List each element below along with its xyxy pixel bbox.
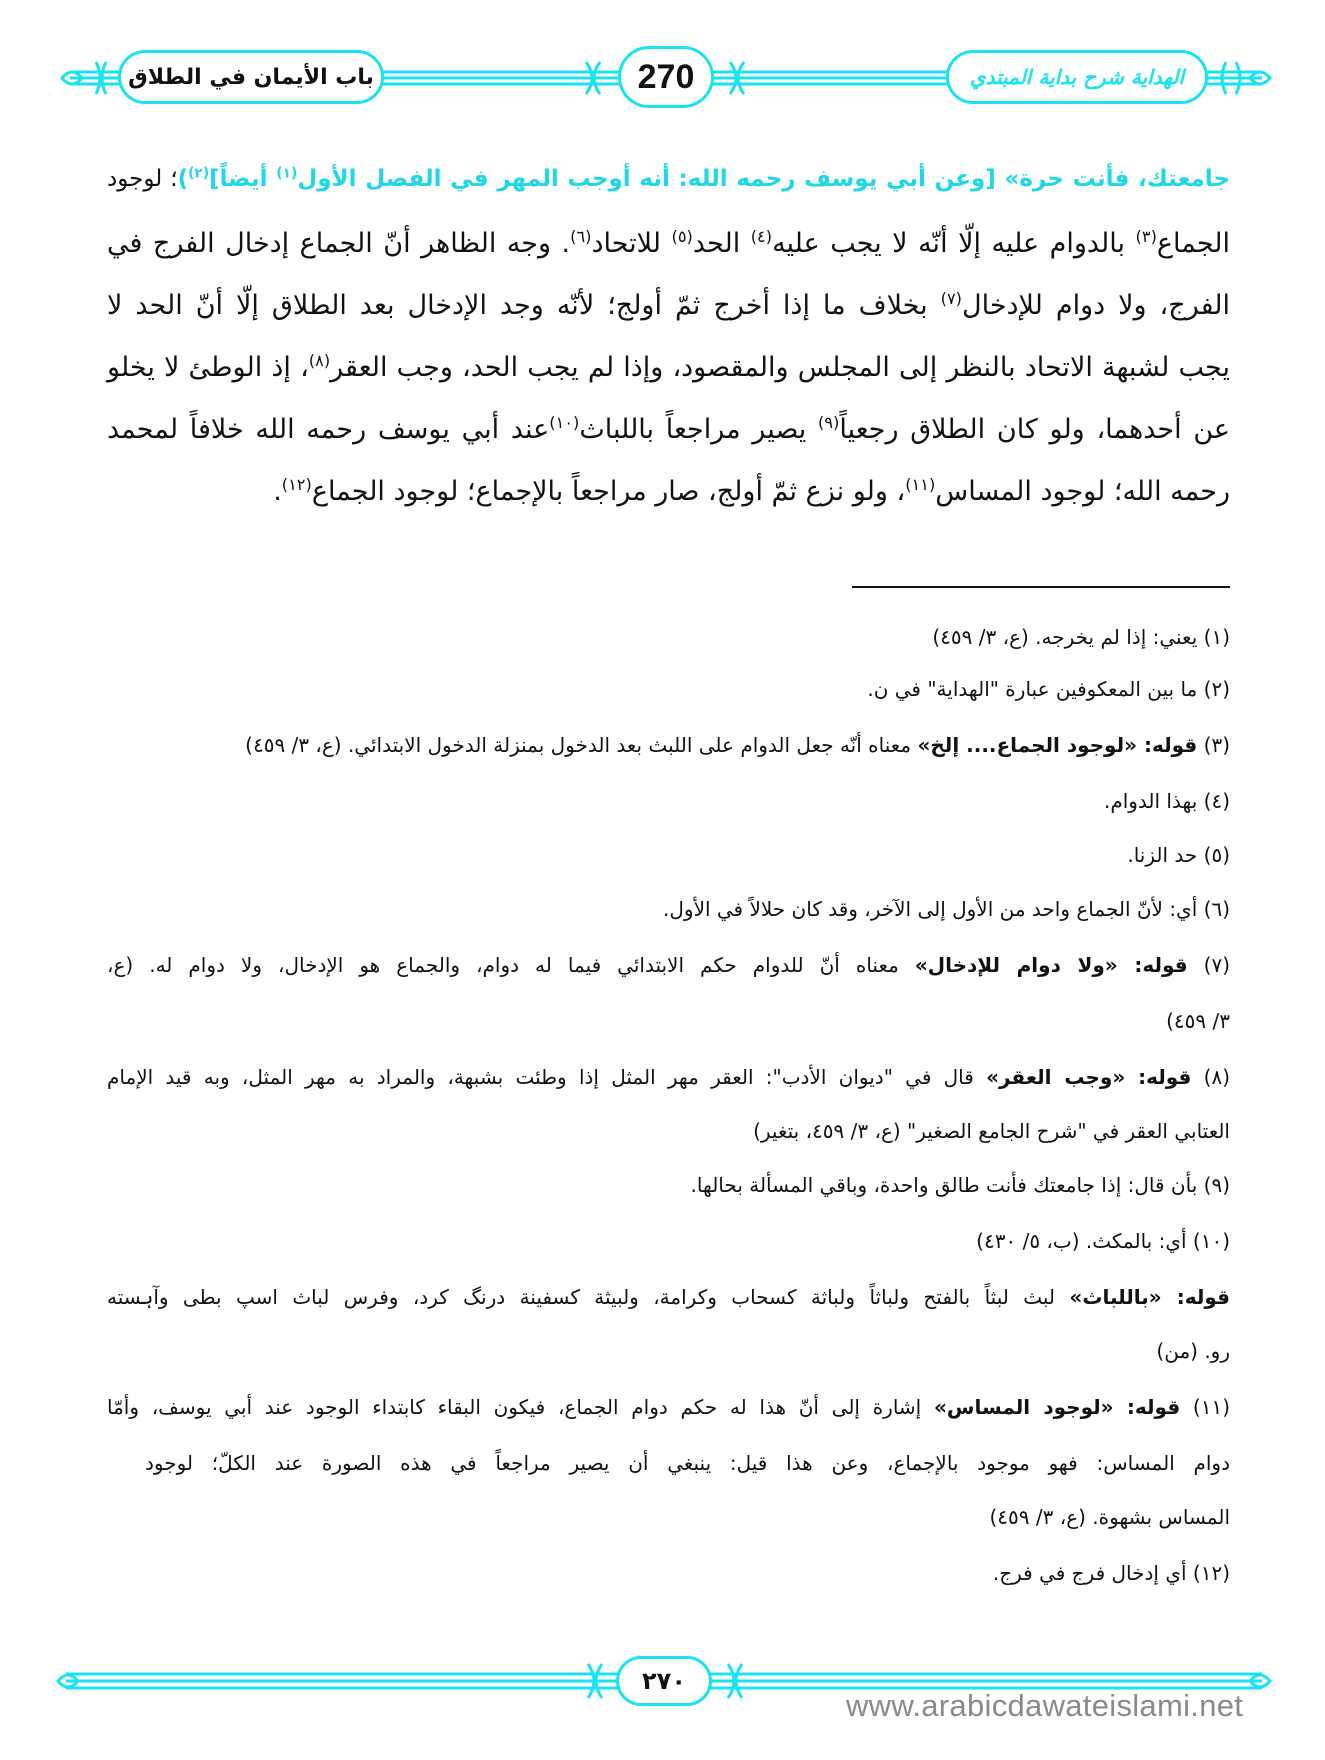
footnote-line (107, 1173, 1230, 1197)
footnote-reference: (٢) (188, 165, 210, 182)
footnote-line (107, 733, 1230, 757)
book-title-logo: الهداية شرح بداية المبتدي (969, 65, 1185, 89)
text-segment: معناه أنّ للدوام حكم الابتدائي فيما له دوام، والجماع هو الإدخال، ولا دوام له. (ع، (107, 953, 915, 977)
footnote-line (107, 1561, 1230, 1585)
highlighted-text: ) (177, 166, 189, 192)
text-segment: رو. (من) (1156, 1339, 1230, 1363)
text-segment: يجب لشبهة الاتحاد بالنظر إلى المجلس والمقصود، وإذا لم يجب الحد، وجب العقر (330, 352, 1231, 383)
footnote-line (107, 677, 1230, 701)
footnote-line (107, 1065, 1230, 1089)
text-segment: (٥) حد الزنا. (1127, 843, 1230, 867)
text-segment: الحد (692, 228, 751, 259)
main-text-line (107, 228, 1230, 260)
text-segment: (١٢) أي إدخال فرج في فرج. (992, 1561, 1230, 1585)
bold-quote: قوله: «لوجود الجماع.... إلخ» (917, 733, 1198, 757)
text-segment: (٨) (1191, 1065, 1231, 1089)
footnote-reference: (٩) (818, 413, 840, 432)
text-segment: معناه أنّه جعل الدوام على اللبث بعد الدخول بمنزلة الدخول الابتدائي. (ع، ٣/ ٤٥٩) (245, 733, 918, 757)
chapter-title: باب الأيمان في الطلاق (128, 64, 374, 90)
bold-quote: قوله: «وجب العقر» (986, 1065, 1192, 1089)
footnote-reference: (١٠) (549, 413, 580, 432)
footnote-reference: (١) (276, 165, 298, 182)
footnote-line (107, 897, 1230, 921)
footnote-line (107, 843, 1230, 867)
text-segment: (٧) (1187, 953, 1230, 977)
text-segment: الفرج، ولا دوام للإدخال (962, 290, 1230, 321)
text-segment: ، ولو نزع ثمّ أولج، صار مراجعاً بالإجماع؛ لوجود الجماع (311, 476, 906, 507)
chapter-title-badge (118, 50, 384, 104)
text-segment: دوام المساس: فهو موجود بالإجماع، وعن هذا قيل: ينبغي أن يصير مراجعاً في هذه الصورة عند الكلّ؛ لوجود (145, 1451, 1230, 1475)
main-text-line (107, 352, 1230, 384)
text-segment: للاتحاد (591, 228, 672, 259)
text-segment: قال في "ديوان الأدب": العقر مهر المثل إذا وطئت بشبهة، والمراد به مهر المثل، وبه قيد الإمام (107, 1065, 987, 1089)
footnote-reference: (٣) (1135, 227, 1157, 246)
text-segment: العتابي العقر في "شرح الجامع الصغير" (ع، ٣/ ٤٥٩، بتغير) (753, 1119, 1230, 1143)
text-segment: (٢) ما بين المعكوفين عبارة "الهداية" في ن. (867, 677, 1230, 701)
footnote-line (107, 1229, 1230, 1253)
footnote-reference: (٧) (940, 289, 962, 308)
text-segment: بخلاف ما إذا أخرج ثمّ أولج؛ لأنّه وجد الإدخال بعد الطلاق إلّا أنّ الحد لا (107, 290, 941, 321)
text-segment: (٩) بأن قال: إذا جامعتك فأنت طالق واحدة، وباقي المسألة بحالها. (690, 1173, 1230, 1197)
text-segment: (١٠) أي: بالمكث. (ب، ٥/ ٤٣٠) (976, 1229, 1230, 1253)
footnote-reference: (٦) (570, 227, 592, 246)
text-segment: ٣/ ٤٥٩) (1166, 1009, 1230, 1033)
bold-quote: قوله: «ولا دوام للإدخال» (914, 953, 1188, 977)
text-segment: رحمه الله؛ لوجود المساس (935, 476, 1230, 507)
footnote-line (145, 1505, 1230, 1529)
footnote-line (107, 789, 1230, 813)
text-segment: (١١) (1180, 1395, 1230, 1419)
footnote-line (107, 953, 1230, 977)
text-segment: (٣) (1197, 733, 1230, 757)
footer-page-number-badge (616, 1656, 712, 1706)
text-segment: (١) يعني: إذا لم يخرجه. (ع، ٣/ ٤٥٩) (932, 625, 1230, 649)
text-segment: (٦) أي: لأنّ الجماع واحد من الأول إلى الآخر، وقد كان حلالاً في الأول. (663, 897, 1230, 921)
highlighted-text: جامعتك، فأنت حرة» [وعن أبي يوسف رحمه الله: أنه أوجب المهر في الفصل الأول (297, 166, 1231, 192)
text-segment: لبث لبثاً بالفتح ولباثاً ولباثة كسحاب وكرامة، ولبيثة كسفينة درنگ كرد، وفرس لباث اسپ بطى وآہسته (107, 1285, 1070, 1309)
footnote-separator (852, 586, 1230, 588)
text-segment: (٤) بهذا الدوام. (1103, 789, 1230, 813)
footer-page-number: ٢٧٠ (642, 1667, 686, 1695)
footnote-line (107, 1395, 1230, 1419)
footnote-line (145, 1009, 1230, 1033)
text-segment: إشارة إلى أنّ هذا له حكم دوام الجماع، فيكون البقاء كابتداء الوجود عند أبي يوسف، وأمّا (107, 1395, 934, 1419)
book-title-badge (946, 50, 1208, 104)
text-segment: الجماع (1156, 228, 1230, 259)
highlighted-text: أيضاً] (209, 166, 277, 192)
main-text-line (107, 414, 1230, 446)
text-segment: عن أحدهما، ولو كان الطلاق رجعياً (839, 414, 1230, 445)
main-text-line (107, 290, 1230, 322)
page-number: 270 (637, 57, 695, 96)
footnote-line (145, 1451, 1230, 1475)
footnote-reference: (١٢) (281, 475, 312, 494)
text-segment: . (273, 476, 282, 507)
website-url: www.arabicdawateislami.net (846, 1688, 1244, 1723)
text-segment: . وجه الظاهر أنّ الجماع إدخال الفرج في (107, 228, 571, 259)
text-segment: ؛ لوجود (107, 166, 178, 192)
footnote-line (107, 625, 1230, 649)
bold-quote: قوله: «لوجود المساس» (933, 1395, 1181, 1419)
footnote-line (107, 1285, 1230, 1309)
footnote-reference: (٥) (671, 227, 693, 246)
main-text-line (107, 476, 1230, 508)
footnote-reference: (٤) (750, 227, 773, 246)
text-segment: عند أبي يوسف رحمه الله خلافاً لمحمد (107, 414, 550, 445)
text-segment: يصير مراجعاً باللباث (579, 414, 818, 445)
footnote-line (145, 1339, 1230, 1363)
bold-quote: قوله: «باللباث» (1069, 1285, 1231, 1309)
page-number-badge (618, 46, 714, 108)
footnote-reference: (١١) (905, 475, 936, 494)
text-segment: ، إذ الوطئ لا يخلو (107, 352, 309, 383)
text-segment: المساس بشهوة. (ع، ٣/ ٤٥٩) (989, 1505, 1230, 1529)
footnote-line (145, 1119, 1230, 1143)
text-segment: بالدوام عليه إلّا أنّه لا يجب عليه (772, 228, 1136, 259)
footnote-reference: (٨) (308, 351, 331, 370)
main-text-line (107, 166, 1230, 194)
